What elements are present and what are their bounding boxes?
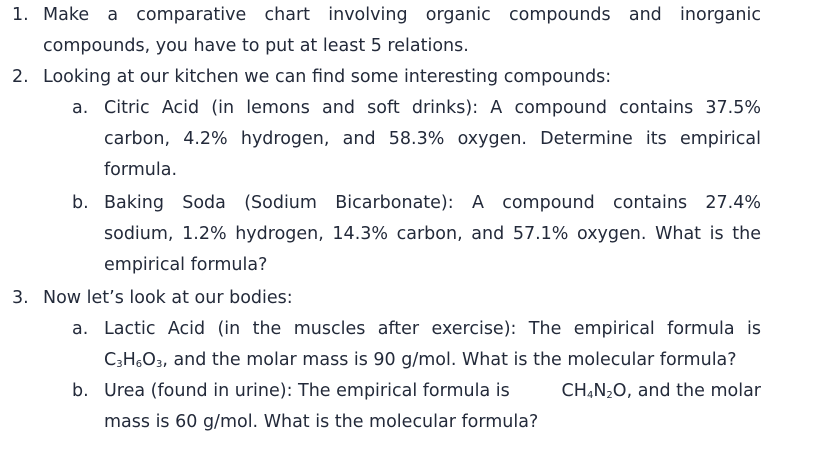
- formula-subscript: 3: [116, 359, 123, 370]
- item-2b-line-1: Baking Soda (Sodium Bicarbonate): A compound contains 27.4%: [104, 193, 761, 213]
- formula-subscript: 2: [606, 390, 613, 401]
- item-2b-line-3: empirical formula?: [104, 255, 268, 275]
- formula-element: H: [573, 381, 587, 401]
- item-3a-line-1: Lactic Acid (in the muscles after exercise): The empirical formula is: [104, 319, 761, 339]
- item-3b-before: Urea (found in urine): The empirical formula is: [104, 381, 510, 401]
- item-number: 1.: [12, 5, 29, 25]
- item-2-intro: Looking at our kitchen we can find some interesting compounds:: [43, 67, 612, 87]
- item-2b-line-2: sodium, 1.2% hydrogen, 14.3% carbon, and 57.1% oxygen. What is the: [104, 224, 761, 244]
- item-2a-line-3: formula.: [104, 160, 178, 180]
- item-1-line-2: compounds, you have to put at least 5 relations.: [43, 36, 469, 56]
- item-3a-line-2-text: , and the molar mass is 90 g/mol. What is the molecular formula?: [162, 350, 737, 370]
- item-number: 3.: [12, 288, 29, 308]
- formula-element: H: [122, 350, 136, 370]
- item-3b-line-2: mass is 60 g/mol. What is the molecular formula?: [104, 412, 539, 432]
- item-number: 2.: [12, 67, 29, 87]
- formula-subscript: 6: [135, 359, 143, 370]
- formula-element: O: [612, 381, 627, 401]
- item-3b-after: , and the molar: [626, 381, 761, 401]
- subitem-letter: a.: [72, 98, 89, 118]
- subitem-letter: b.: [72, 381, 89, 401]
- item-3-intro: Now let’s look at our bodies:: [43, 288, 293, 308]
- formula-element: C: [104, 350, 117, 370]
- subitem-letter: a.: [72, 319, 89, 339]
- item-3b-line-1: [104, 380, 761, 402]
- formula-subscript: 3: [155, 359, 163, 370]
- urea-formula: [562, 381, 627, 401]
- item-3a-line-2: [104, 349, 737, 371]
- lactic-acid-formula: [104, 350, 162, 370]
- item-1-line-1: Make a comparative chart involving organic compounds and inorganic: [43, 5, 761, 25]
- subitem-letter: b.: [72, 193, 89, 213]
- formula-element: N: [593, 381, 607, 401]
- item-2a-line-1: Citric Acid (in lemons and soft drinks): A compound contains 37.5%: [104, 98, 761, 118]
- item-2a-line-2: carbon, 4.2% hydrogen, and 58.3% oxygen. Determine its empirical: [104, 129, 761, 149]
- urea-formula-group: [562, 380, 761, 402]
- formula-subscript: 4: [586, 390, 594, 401]
- formula-element: O: [142, 350, 156, 370]
- formula-element: C: [561, 381, 574, 401]
